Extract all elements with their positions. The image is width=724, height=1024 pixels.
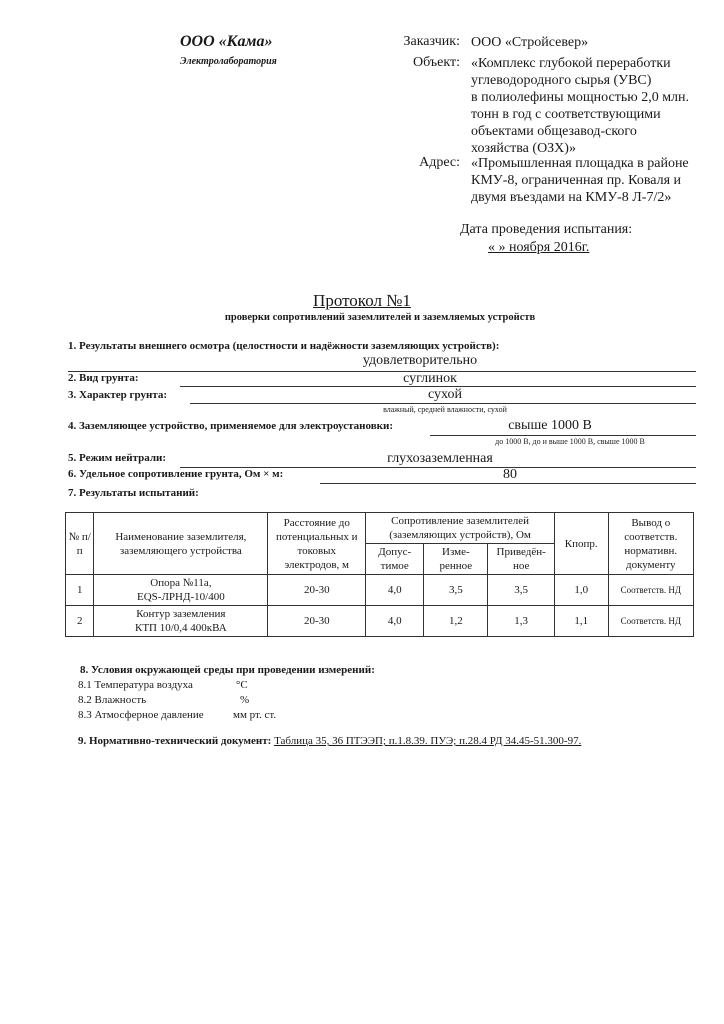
laboratory-name: Электролаборатория xyxy=(180,56,277,67)
cell-name-line: КТП 10/0,4 400кВА xyxy=(134,622,227,634)
address-line: «Промышленная площадка в районе xyxy=(471,156,689,171)
cell-name xyxy=(94,606,268,637)
header-allowed: Допус-тимое xyxy=(366,544,424,575)
env-pressure-label: 8.3 Атмосферное давление xyxy=(78,709,204,721)
cell-conclusion: Соответств. НД xyxy=(608,575,693,606)
cell-measured: 1,2 xyxy=(424,606,488,637)
object-label: Объект: xyxy=(413,55,460,70)
cell-distance: 20-30 xyxy=(268,575,366,606)
address-line: КМУ-8, ограниченная пр. Коваля и xyxy=(471,173,682,188)
protocol-subtitle: проверки сопротивлений заземлителей и заземляемых устройств xyxy=(224,312,536,323)
object-line: «Комплекс глубокой переработки xyxy=(471,56,671,71)
cell-k: 1,0 xyxy=(554,575,608,606)
address-value xyxy=(471,155,689,206)
section-5-label: 5. Режим нейтрали: xyxy=(68,452,166,464)
cell-name-line: Опора №11а, xyxy=(150,577,212,589)
header-name: Наименование заземлителя, заземляющего устройства xyxy=(94,513,268,575)
cell-measured: 3,5 xyxy=(424,575,488,606)
norm-doc xyxy=(78,735,581,747)
section-7-label: 7. Результаты испытаний: xyxy=(68,487,199,499)
section-3-hint: влажный, средней влажности, сухой xyxy=(383,405,507,414)
section-6-label: 6. Удельное сопротивление грунта, Ом × м: xyxy=(68,468,284,480)
cell-reduced: 3,5 xyxy=(488,575,554,606)
env-pressure-unit: мм рт. ст. xyxy=(233,709,277,721)
header-reduced: Приведён-ное xyxy=(488,544,554,575)
cell-name-line: Контур заземления xyxy=(136,608,226,620)
env-humidity-unit: % xyxy=(240,694,250,706)
table-header-row xyxy=(66,513,694,544)
section-1-label: 1. Результаты внешнего осмотра (целостности и надёжности заземляющих устройств): xyxy=(68,340,500,352)
header-conclusion: Вывод о соответств. нормативн. документу xyxy=(608,513,693,575)
cell-distance: 20-30 xyxy=(268,606,366,637)
table-row xyxy=(66,606,694,637)
header-distance: Расстояние до потенциальных и токовых электродов, м xyxy=(268,513,366,575)
env-temp-label: 8.1 Температура воздуха xyxy=(78,679,193,691)
address-label: Адрес: xyxy=(419,155,460,170)
object-line: объектами общезавод-ского xyxy=(471,124,637,139)
object-line: углеводородного сырья (УВС) xyxy=(471,73,652,88)
section-2-value: суглинок xyxy=(403,371,457,386)
table-row xyxy=(66,575,694,606)
section-3-value: сухой xyxy=(428,387,462,402)
test-date-value: « » ноября 2016г. xyxy=(488,240,590,255)
customer-value: ООО «Стройсевер» xyxy=(471,35,589,50)
section-4-hint: до 1000 В, до и выше 1000 В, свыше 1000 В xyxy=(495,437,645,446)
organization-name: ООО «Кама» xyxy=(180,33,273,50)
section-3-label: 3. Характер грунта: xyxy=(68,389,168,401)
norm-doc-value: Таблица 35, 36 ПТЭЭП; п.1.8.39. ПУЭ; п.28.4 РД 34.45-51.300-97. xyxy=(274,735,582,747)
header-k: Кпопр. xyxy=(554,513,608,575)
header-measured: Изме-ренное xyxy=(424,544,488,575)
object-line: тонн в год с соответствующими xyxy=(471,107,661,122)
section-4-underline xyxy=(430,435,696,436)
section-2-label: 2. Вид грунта: xyxy=(68,372,139,384)
section-1-value: удовлетворительно xyxy=(362,353,478,368)
object-line: в полиолефины мощностью 2,0 млн. xyxy=(471,90,690,105)
cell-allowed: 4,0 xyxy=(366,606,424,637)
env-title: 8. Условия окружающей среды при проведении измерений: xyxy=(80,664,375,676)
cell-name xyxy=(94,575,268,606)
results-table xyxy=(65,512,694,637)
cell-reduced: 1,3 xyxy=(488,606,554,637)
header-no: № п/п xyxy=(66,513,94,575)
cell-allowed: 4,0 xyxy=(366,575,424,606)
env-humidity-label: 8.2 Влажность xyxy=(78,694,147,706)
customer-label: Заказчик: xyxy=(403,34,460,49)
cell-no: 2 xyxy=(66,606,94,637)
section-4-label: 4. Заземляющее устройство, применяемое для электроустановки: xyxy=(68,420,393,432)
section-4-value: свыше 1000 В xyxy=(508,418,592,433)
object-line: хозяйства (ОЗХ)» xyxy=(471,141,576,156)
section-6-value: 80 xyxy=(503,467,517,482)
protocol-title: Протокол №1 xyxy=(313,291,411,310)
cell-conclusion: Соответств. НД xyxy=(608,606,693,637)
test-date-label: Дата проведения испытания: xyxy=(460,222,633,237)
section-5-value: глухозаземленная xyxy=(387,451,493,466)
object-value xyxy=(471,55,689,157)
header-resistance: Сопротивление заземлителей (заземляющих устройств), Ом xyxy=(366,513,555,544)
address-line: двумя въездами на КМУ-8 Л-7/2» xyxy=(471,190,672,205)
cell-name-line: EQS-ЛРНД-10/400 xyxy=(137,591,225,603)
cell-k: 1,1 xyxy=(554,606,608,637)
env-temp-unit: °С xyxy=(236,679,248,691)
section-6-underline xyxy=(320,483,696,484)
section-3-underline xyxy=(190,403,696,404)
cell-no: 1 xyxy=(66,575,94,606)
norm-doc-label: 9. Нормативно-технический документ: xyxy=(78,735,272,747)
